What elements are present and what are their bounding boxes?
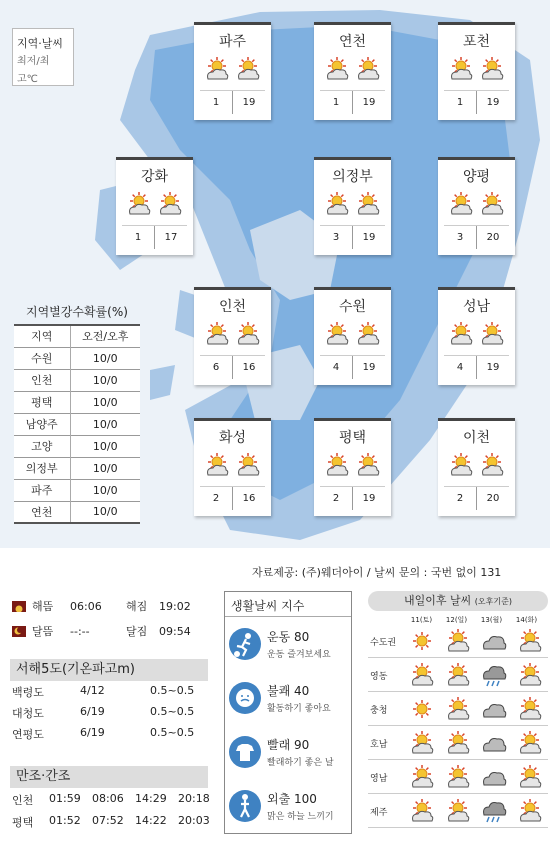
city-name: 이천: [462, 430, 491, 446]
city-weather-icons: [194, 453, 271, 483]
forecast-cell: [476, 629, 512, 653]
tide-row: [12, 792, 221, 808]
max-temp: 19: [486, 97, 500, 108]
forecast-cell: [440, 629, 476, 653]
tide-time: 01:59: [49, 792, 81, 805]
sunrise-label: 해뜸: [32, 600, 54, 613]
rain-value: 10/0: [70, 347, 140, 369]
life-index-name: 외출 100: [267, 792, 317, 806]
tide-location: 인천: [12, 794, 34, 807]
max-temp: 20: [486, 232, 500, 243]
forecast-cell: [476, 799, 512, 823]
forecast-note: (오후기준): [474, 597, 512, 606]
partly-cloudy-icon: [204, 322, 230, 346]
rain-probability-table: [14, 324, 140, 524]
partly-cloudy-icon: [448, 57, 474, 81]
city-card: [438, 22, 515, 120]
partly-cloudy-icon: [479, 192, 505, 216]
sea-location: 대청도: [12, 707, 44, 720]
forecast-cell: [512, 799, 548, 823]
walker-icon: [229, 790, 261, 822]
min-temp: 1: [444, 91, 477, 114]
moonrise-time: --:--: [70, 624, 90, 638]
partly-cloudy-icon: [324, 322, 350, 346]
city-temps: [320, 90, 385, 114]
life-index-item: [225, 671, 351, 725]
min-temp: 2: [444, 487, 477, 510]
sea-wave: 0.5~0.5: [150, 726, 195, 739]
forecast-row: [368, 625, 548, 658]
city-weather-icons: [438, 192, 515, 222]
rain-row: [14, 479, 140, 501]
city-temps: [200, 486, 265, 510]
life-index-desc: 운동 즐겨보세요: [267, 650, 331, 660]
shirt-icon: [229, 736, 261, 768]
partly-cloudy-icon: [517, 697, 543, 721]
max-temp: 19: [362, 362, 376, 373]
sunset-time: 19:02: [159, 599, 191, 613]
cloudy-icon: [481, 629, 507, 653]
forecast-row: [368, 761, 548, 794]
city-temps: [444, 486, 509, 510]
forecast-row: [368, 727, 548, 760]
forecast-title: 내일이후 날씨: [404, 594, 472, 607]
city-name: 파주: [218, 34, 247, 50]
life-index-item: [225, 617, 351, 671]
city-card: [314, 157, 391, 255]
life-index-item: [225, 725, 351, 779]
partly-cloudy-icon: [448, 453, 474, 477]
rain-value: 10/0: [70, 413, 140, 435]
sea-temp: 6/19: [80, 726, 105, 739]
city-temps: [320, 225, 385, 249]
min-temp: 1: [122, 226, 155, 249]
partly-cloudy-icon: [235, 453, 261, 477]
sea-row: [12, 684, 194, 700]
forecast-cell: [512, 731, 548, 755]
sea-location: 백령도: [12, 686, 44, 699]
forecast-day: 12(일): [445, 616, 468, 624]
forecast-day: 13(월): [480, 616, 503, 624]
partly-cloudy-icon: [157, 192, 183, 216]
city-name: 수원: [338, 299, 367, 315]
partly-cloudy-icon: [479, 322, 505, 346]
forecast-cells: [404, 799, 548, 823]
partly-cloudy-icon: [479, 57, 505, 81]
city-name: 양평: [462, 169, 491, 185]
partly-cloudy-icon: [324, 453, 350, 477]
city-card: [194, 287, 271, 385]
partly-cloudy-icon: [409, 765, 435, 789]
forecast-row: [368, 693, 548, 726]
city-temps: [444, 355, 509, 379]
sea-temp: 4/12: [80, 684, 105, 697]
min-temp: 4: [320, 356, 353, 379]
sea-temp: 6/19: [80, 705, 105, 718]
city-name: 인천: [218, 299, 247, 315]
partly-cloudy-icon: [355, 57, 381, 81]
partly-cloudy-icon: [517, 731, 543, 755]
city-name: 포천: [462, 34, 491, 50]
city-weather-icons: [194, 57, 271, 87]
forecast-region: 영남: [370, 773, 388, 784]
city-name: 연천: [338, 34, 367, 50]
forecast-region: 수도권: [370, 637, 397, 648]
rain-region: 수원: [14, 347, 70, 369]
life-index-text: [267, 628, 331, 660]
forecast-cell: [440, 663, 476, 687]
cloudy-icon: [481, 697, 507, 721]
forecast-cell: [512, 697, 548, 721]
city-temps: [200, 90, 265, 114]
partly-cloudy-icon: [409, 731, 435, 755]
city-name: 화성: [218, 430, 247, 446]
city-weather-icons: [314, 453, 391, 483]
forecast-region: 제주: [370, 807, 388, 818]
min-temp: 1: [200, 91, 233, 114]
sunny-icon: [409, 697, 435, 721]
rain-row: [14, 369, 140, 391]
city-card: [314, 418, 391, 516]
life-index-text: [267, 736, 334, 768]
rain-region: 의정부: [14, 457, 70, 479]
rain-region: 남양주: [14, 413, 70, 435]
city-name: 성남: [462, 299, 491, 315]
min-temp: 2: [200, 487, 233, 510]
life-index-panel: [224, 591, 352, 834]
forecast-cell: [476, 663, 512, 687]
rain-header-cell: 오전/오후: [70, 325, 140, 347]
life-index-title: 생활날씨 지수: [225, 592, 351, 617]
partly-cloudy-icon: [324, 57, 350, 81]
rain-value: 10/0: [70, 457, 140, 479]
city-temps: [200, 355, 265, 379]
tide-time: 20:03: [178, 814, 210, 827]
rain-region: 파주: [14, 479, 70, 501]
life-index-name: 운동 80: [267, 630, 310, 644]
partly-cloudy-icon: [448, 192, 474, 216]
city-card: [116, 157, 193, 255]
rain-row: [14, 347, 140, 369]
life-index-desc: 빨래하기 좋은 날: [267, 758, 334, 768]
forecast-row: [368, 795, 548, 828]
forecast-cell: [440, 765, 476, 789]
forecast-region: 호남: [370, 739, 388, 750]
city-card: [314, 22, 391, 120]
forecast-cells: [404, 629, 548, 653]
moonset-label: 달짐: [126, 625, 148, 638]
partly-cloudy-icon: [445, 731, 471, 755]
partly-cloudy-icon: [355, 453, 381, 477]
city-weather-icons: [314, 192, 391, 222]
rain-row: [14, 391, 140, 413]
forecast-region: 충청: [370, 705, 388, 716]
moonset-time: 09:54: [159, 624, 191, 638]
partly-cloudy-icon: [479, 453, 505, 477]
tide-time: 08:06: [92, 792, 124, 805]
sunrise-time: 06:06: [70, 599, 102, 613]
partly-cloudy-icon: [235, 322, 261, 346]
partly-cloudy-icon: [445, 663, 471, 687]
tide-time: 07:52: [92, 814, 124, 827]
city-weather-icons: [438, 322, 515, 352]
forecast-cell: [404, 731, 440, 755]
city-card: [438, 157, 515, 255]
city-temps: [320, 486, 385, 510]
city-name: 강화: [140, 169, 169, 185]
rain-value: 10/0: [70, 501, 140, 523]
partly-cloudy-icon: [445, 799, 471, 823]
city-name: 평택: [338, 430, 367, 446]
forecast-cells: [404, 765, 548, 789]
min-temp: 2: [320, 487, 353, 510]
sea-row: [12, 726, 194, 742]
forecast-region: 영동: [370, 671, 388, 682]
forecast-cell: [404, 697, 440, 721]
tide-time: 20:18: [178, 792, 210, 805]
tide-section-title: 만조·간조: [10, 766, 208, 788]
forecast-cell: [476, 731, 512, 755]
rain-value: 10/0: [70, 369, 140, 391]
life-index-name: 빨래 90: [267, 738, 310, 752]
max-temp: 19: [486, 362, 500, 373]
city-weather-icons: [438, 57, 515, 87]
sea-section-title: 서해5도(기온파고m): [10, 659, 208, 681]
max-temp: 19: [362, 232, 376, 243]
partly-cloudy-icon: [517, 799, 543, 823]
city-name: 의정부: [332, 169, 373, 185]
city-temps: [444, 90, 509, 114]
sunrise-icon: [12, 601, 26, 612]
forecast-cells: [404, 663, 548, 687]
city-weather-icons: [314, 322, 391, 352]
partly-cloudy-icon: [448, 322, 474, 346]
map-legend: [12, 28, 74, 86]
forecast-cell: [404, 765, 440, 789]
min-temp: 3: [444, 226, 477, 249]
city-weather-icons: [438, 453, 515, 483]
tide-time: 14:22: [135, 814, 167, 827]
min-temp: 6: [200, 356, 233, 379]
rain-region: 고양: [14, 435, 70, 457]
min-temp: 3: [320, 226, 353, 249]
runner-icon: [229, 628, 261, 660]
forecast-cells: [404, 731, 548, 755]
forecast-cell: [512, 765, 548, 789]
city-card: [194, 22, 271, 120]
rain-value: 10/0: [70, 435, 140, 457]
data-source: 자료제공: (주)웨더아이 / 날씨 문의 : 국번 없이 131: [252, 566, 502, 579]
rain-region: 평택: [14, 391, 70, 413]
life-index-desc: 맑은 하늘 느끼기: [267, 812, 334, 822]
tide-row: [12, 814, 221, 830]
rain-header-cell: 지역: [14, 325, 70, 347]
rain-region: 연천: [14, 501, 70, 523]
rain-header-row: [14, 325, 140, 347]
min-temp: 1: [320, 91, 353, 114]
tide-time: 14:29: [135, 792, 167, 805]
partly-cloudy-icon: [409, 663, 435, 687]
partly-cloudy-icon: [517, 663, 543, 687]
legend-unit: 최저/최고℃: [17, 56, 50, 85]
legend-title: 지역·날씨: [17, 37, 64, 50]
forecast-header: [368, 591, 548, 611]
forecast-cell: [404, 799, 440, 823]
partly-cloudy-icon: [445, 765, 471, 789]
max-temp: 19: [242, 97, 256, 108]
forecast-cell: [476, 765, 512, 789]
city-temps: [320, 355, 385, 379]
rain-value: 10/0: [70, 479, 140, 501]
city-weather-icons: [314, 57, 391, 87]
life-index-desc: 활동하기 좋아요: [267, 704, 331, 714]
max-temp: 19: [362, 97, 376, 108]
max-temp: 16: [242, 493, 256, 504]
sunset-label: 해짐: [126, 600, 148, 613]
rain-icon: [481, 663, 507, 687]
forecast-cell: [512, 629, 548, 653]
city-card: [438, 287, 515, 385]
forecast-cell: [440, 799, 476, 823]
partly-cloudy-icon: [409, 799, 435, 823]
life-index-text: [267, 682, 331, 714]
life-index-item: [225, 779, 351, 833]
city-temps: [122, 225, 187, 249]
city-card: [194, 418, 271, 516]
partly-cloudy-icon: [355, 192, 381, 216]
moonrise-icon: [12, 626, 26, 637]
partly-cloudy-icon: [204, 453, 230, 477]
partly-cloudy-icon: [445, 629, 471, 653]
sea-wave: 0.5~0.5: [150, 705, 195, 718]
min-temp: 4: [444, 356, 477, 379]
sunny-icon: [409, 629, 435, 653]
max-temp: 17: [164, 232, 178, 243]
life-index-text: [267, 790, 334, 822]
sun-times: [12, 598, 191, 614]
forecast-cell: [476, 697, 512, 721]
forecast-cell: [512, 663, 548, 687]
rain-row: [14, 501, 140, 523]
forecast-panel: [368, 591, 548, 834]
rain-row: [14, 435, 140, 457]
partly-cloudy-icon: [355, 322, 381, 346]
tide-time: 01:52: [49, 814, 81, 827]
max-temp: 16: [242, 362, 256, 373]
forecast-cell: [440, 731, 476, 755]
max-temp: 20: [486, 493, 500, 504]
forecast-cell: [440, 697, 476, 721]
cloudy-icon: [481, 731, 507, 755]
forecast-cells: [404, 697, 548, 721]
rain-row: [14, 457, 140, 479]
city-weather-icons: [116, 192, 193, 222]
sea-wave: 0.5~0.5: [150, 684, 195, 697]
moon-times: [12, 623, 191, 639]
partly-cloudy-icon: [517, 765, 543, 789]
rain-probability-title: 지역별강수확률(%): [26, 305, 128, 319]
max-temp: 19: [362, 493, 376, 504]
partly-cloudy-icon: [235, 57, 261, 81]
tide-location: 평택: [12, 816, 34, 829]
city-weather-icons: [194, 322, 271, 352]
city-card: [314, 287, 391, 385]
life-index-name: 불쾌 40: [267, 684, 310, 698]
city-card: [438, 418, 515, 516]
partly-cloudy-icon: [324, 192, 350, 216]
face-icon: [229, 682, 261, 714]
cloudy-icon: [481, 765, 507, 789]
sea-location: 연평도: [12, 728, 44, 741]
forecast-cell: [404, 629, 440, 653]
moonrise-label: 달뜸: [32, 625, 54, 638]
forecast-day: 14(화): [515, 616, 538, 624]
sea-row: [12, 705, 194, 721]
city-temps: [444, 225, 509, 249]
partly-cloudy-icon: [126, 192, 152, 216]
forecast-row: [368, 659, 548, 692]
partly-cloudy-icon: [204, 57, 230, 81]
partly-cloudy-icon: [445, 697, 471, 721]
forecast-day: 11(토): [410, 616, 433, 624]
rain-row: [14, 413, 140, 435]
rain-icon: [481, 799, 507, 823]
forecast-cell: [404, 663, 440, 687]
rain-region: 인천: [14, 369, 70, 391]
rain-value: 10/0: [70, 391, 140, 413]
partly-cloudy-icon: [517, 629, 543, 653]
